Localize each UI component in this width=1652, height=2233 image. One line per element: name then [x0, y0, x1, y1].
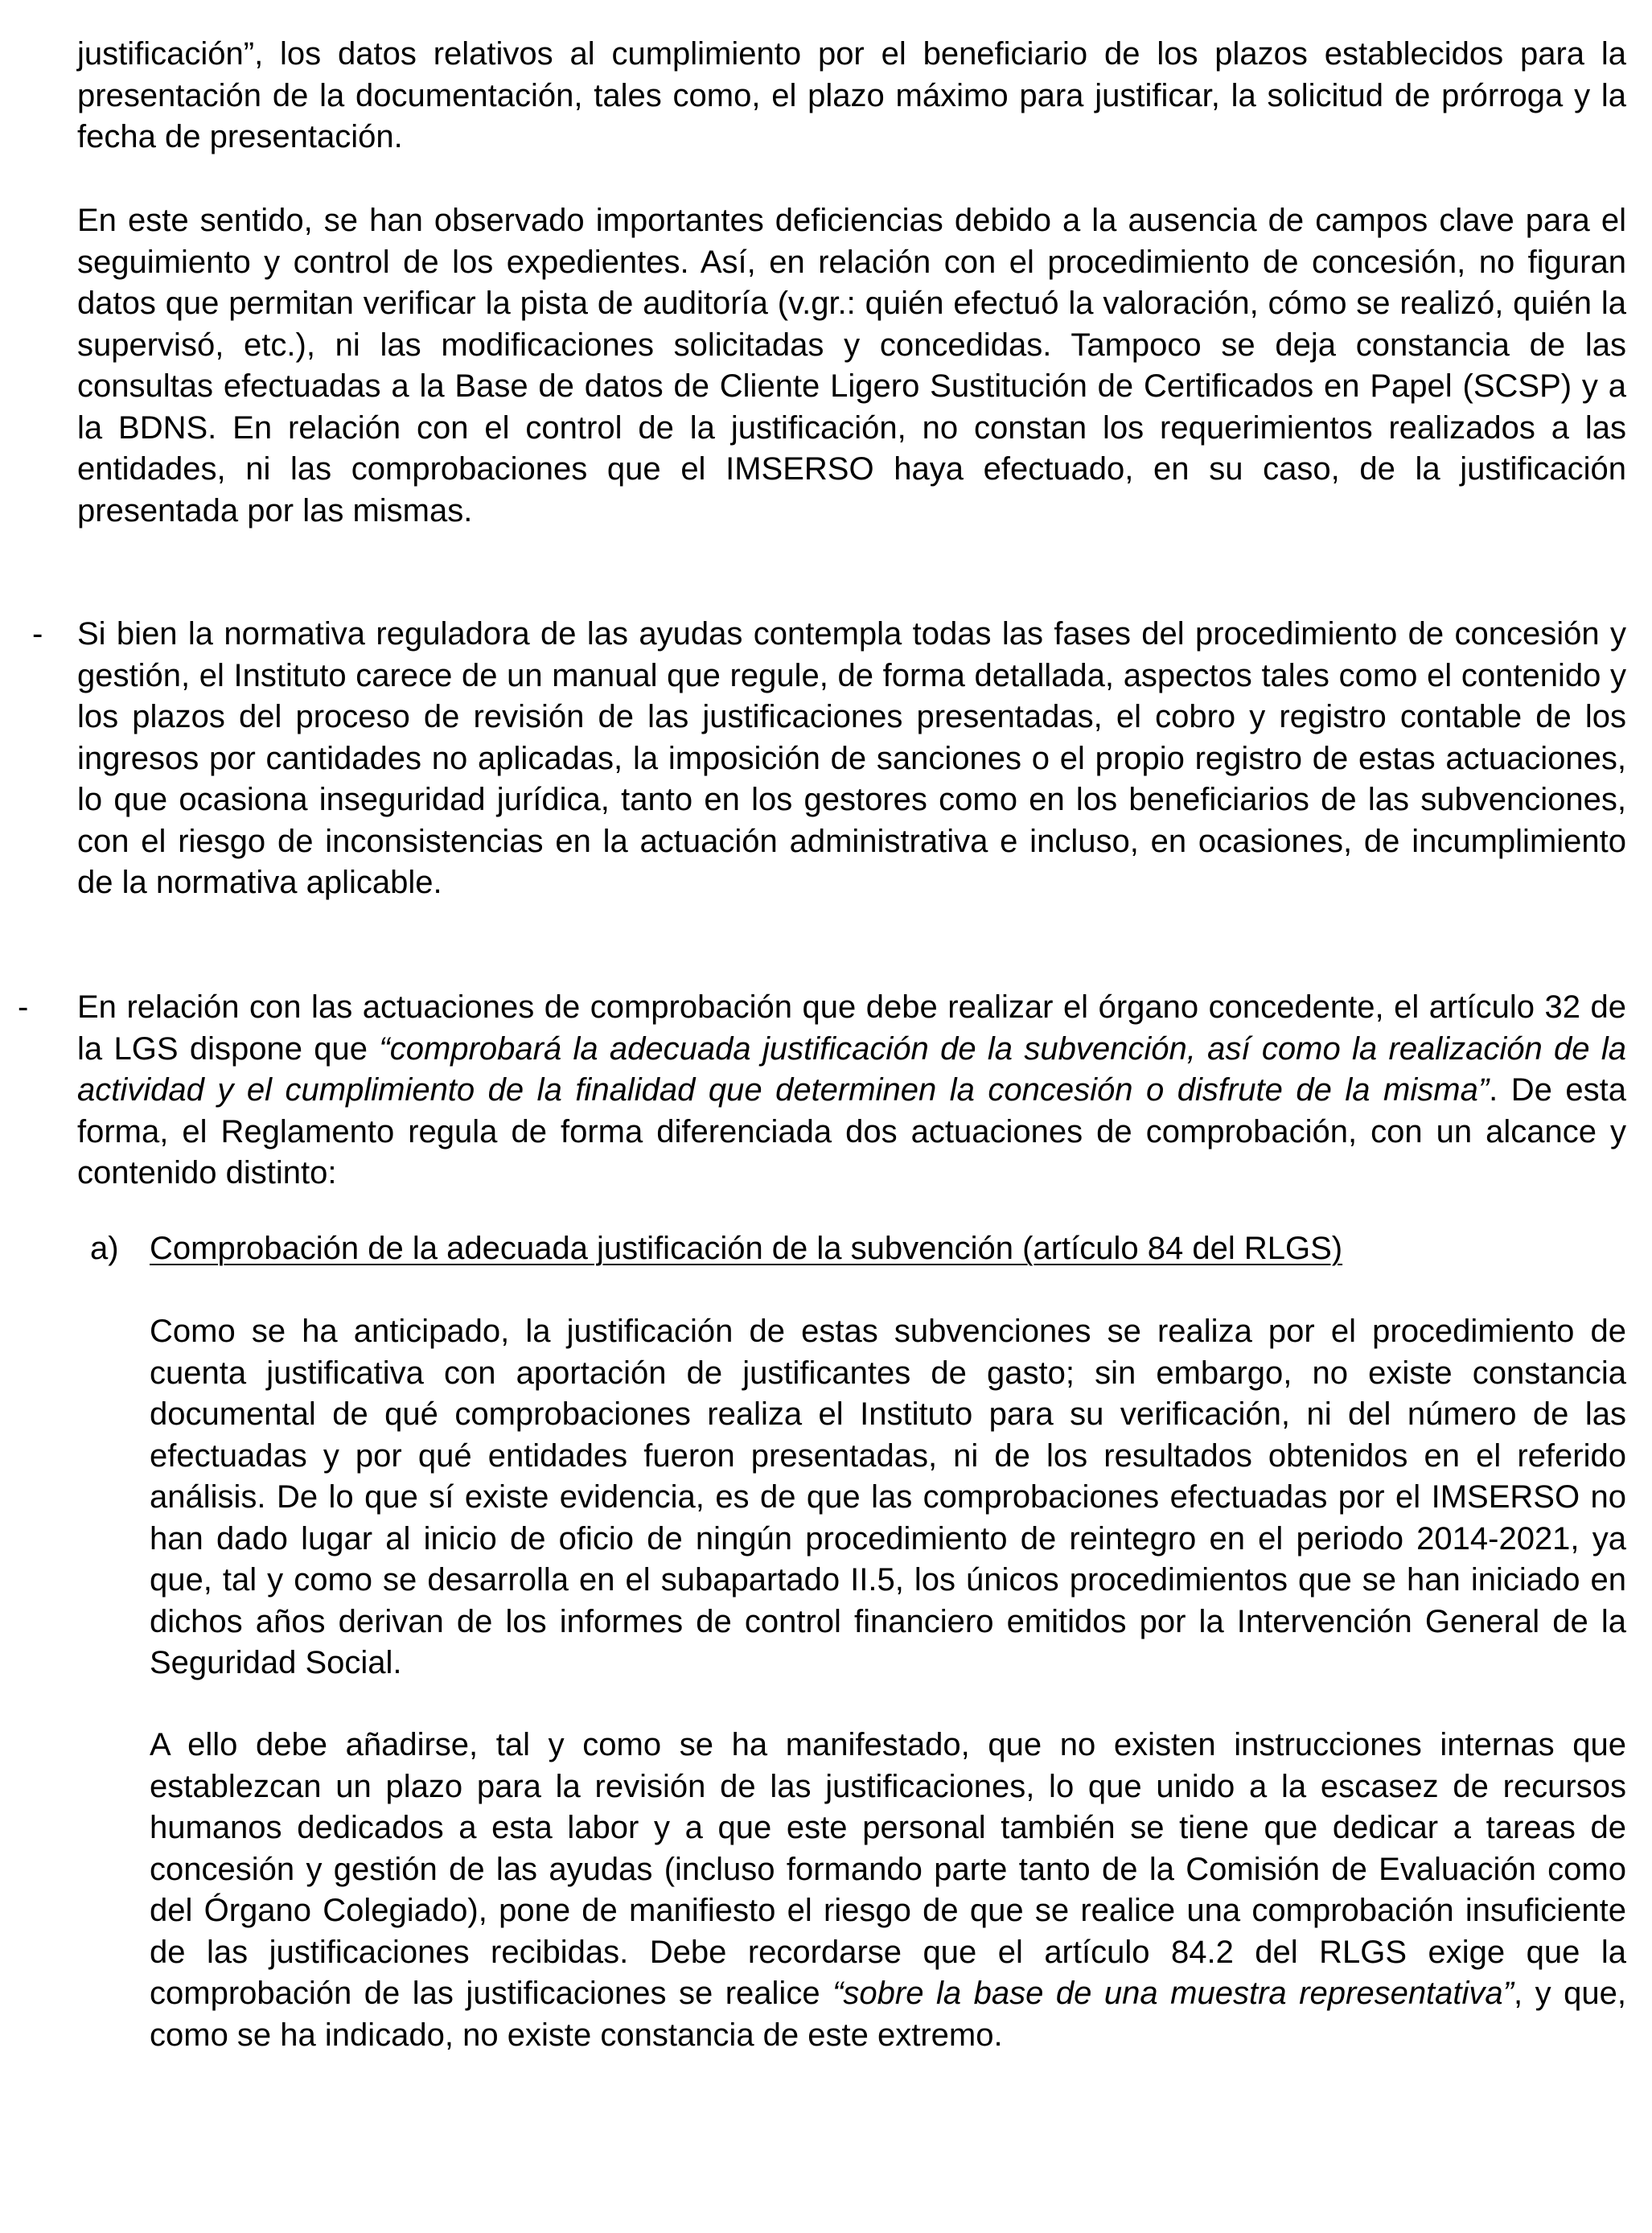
paragraph-deficiencias-campos: En este sentido, se han observado importantes deficiencias debido a la ausencia de campos clave para el seguimiento y control de los expedientes. Así, en relación con el procedimiento de concesión, no figuran datos que permitan verificar la pista de auditoría (v.gr.: quién efectuó la valoración, cómo se realizó, quién la supervisó, etc.), ni las modificaciones solicitadas y concedidas. Tampoco se deja constancia de las consultas efectuadas a la Base de datos de Cliente Ligero Sustitución de Certificados en Papel (SCSP) y a la BDNS. En relación con el control de la justificación, no constan los requerimientos realizados a las entidades, ni las comprobaciones que el IMSERSO haya efectuado, en su caso, de la justificación presentada por las mismas. [77, 203, 1626, 528]
bullet-marker-comprobacion: - [18, 989, 29, 1025]
subheading-label: a) [90, 1231, 119, 1266]
paragraph-instrucciones-internas [150, 1725, 1626, 2056]
sub-p2-text-after: , y que, como se ha indicado, no existe constancia de este extremo. [150, 1976, 1627, 2053]
bullet2-text-after: . De esta forma, el Reglamento regula de forma diferenciada dos actuaciones de comprobación, con un alcance y contenido distinto: [77, 1072, 1627, 1191]
subheading-title: Comprobación de la adecuada justificación de la subvención (artículo 84 del RLGS) [150, 1231, 1343, 1266]
sub-p2-text-before: A ello debe añadirse, tal y como se ha manifestado, que no existen instrucciones internas que establezcan un plazo para la revisión de las justificaciones, lo que unido a la escasez de recursos humanos dedicados a esta labor y a que este personal también se tiene que dedicar a tareas de concesión y gestión de las ayudas (incluso formando parte tanto de la Comisión de Evaluación como del Órgano Colegiado), pone de manifiesto el riesgo de que se realice una comprobación insuficiente de las justificaciones recibidas. Debe recordarse que el artículo 84.2 del RLGS exige que la comprobación de las justificaciones se realice [150, 1727, 1626, 2011]
bullet-paragraph-comprobacion [77, 987, 1626, 1195]
paragraph-justificacion-plazos: justificación”, los datos relativos al cumplimiento por el beneficiario de los plazos establecidos para la presentación de la documentación, tales como, el plazo máximo para justificar, la solicitud de prórroga y la fecha de presentación. [77, 36, 1626, 154]
bullet2-quote-articulo-32: “comprobará la adecuada justificación de la subvención, así como la realización de la actividad y el cumplimiento de la finalidad que determinen la concesión o disfrute de la misma” [77, 1030, 1626, 1108]
subheading-a [90, 1228, 1342, 1270]
bullet-marker-manual: - [32, 616, 43, 652]
paragraph-cuenta-justificativa: Como se ha anticipado, la justificación de estas subvenciones se realiza por el procedimiento de cuenta justificativa con aportación de justificantes de gasto; sin embargo, no existe constancia documental de qué comprobaciones realiza el Instituto para su verificación, ni del número de las efectuadas y por qué entidades fueron presentadas, ni de los resultados obtenidos en el referido análisis. De lo que sí existe evidencia, es de que las comprobaciones efectuadas por el IMSERSO no han dado lugar al inicio de oficio de ningún procedimiento de reintegro en el periodo 2014-2021, ya que, tal y como se desarrolla en el subapartado II.5, los únicos procedimientos que se han iniciado en dichos años derivan de los informes de control financiero emitidos por la Intervención General de la Seguridad Social. [150, 1314, 1626, 1680]
bullet-paragraph-manual: Si bien la normativa reguladora de las ayudas contempla todas las fases del procedimiento de concesión y gestión, el Instituto carece de un manual que regule, de forma detallada, aspectos tales como el contenido y los plazos del proceso de revisión de las justificaciones presentadas, el cobro y registro contable de los ingresos por cantidades no aplicadas, la imposición de sanciones o el propio registro de estas actuaciones, lo que ocasiona inseguridad jurídica, tanto en los gestores como en los beneficiarios de las subvenciones, con el riesgo de inconsistencias en la actuación administrativa e incluso, en ocasiones, de incumplimiento de la normativa aplicable. [77, 616, 1626, 900]
sub-p2-quote-muestra: “sobre la base de una muestra representativa” [832, 1976, 1514, 2011]
bullet2-text-before: En relación con las actuaciones de comprobación que debe realizar el órgano concedente, el artículo 32 de la LGS dispone que [77, 989, 1626, 1067]
